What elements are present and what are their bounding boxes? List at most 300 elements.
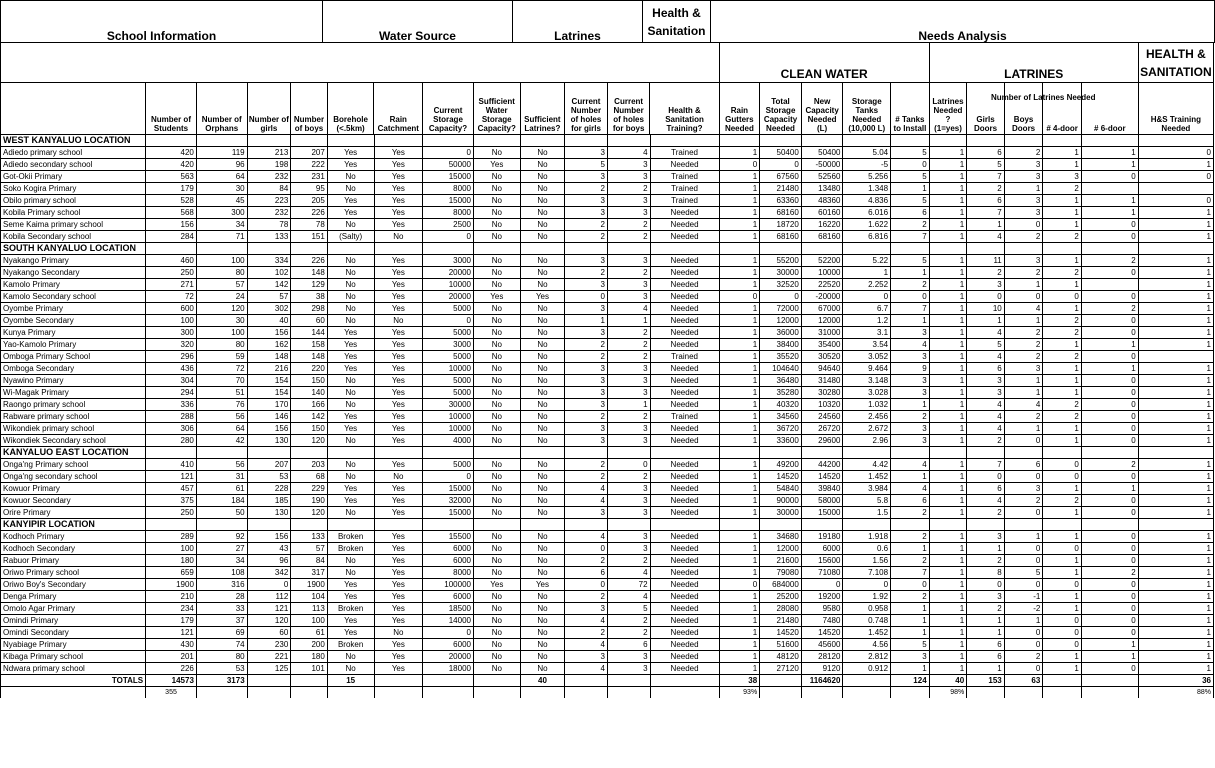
table-cell: 221 (247, 651, 291, 663)
table-cell: 1 (1138, 339, 1213, 351)
location-header-cell (929, 243, 967, 255)
table-cell: 1 (1004, 531, 1043, 543)
table-cell: 0 (1004, 543, 1043, 555)
table-cell: 32520 (760, 279, 802, 291)
table-cell: 1 (929, 255, 967, 267)
table-cell: 1 (929, 339, 967, 351)
table-cell: 2 (1043, 315, 1082, 327)
table-cell: No (520, 219, 565, 231)
table-cell: 3 (607, 543, 650, 555)
table-cell: 31 (196, 471, 247, 483)
table-cell: Needed (650, 507, 719, 519)
table-cell: Yes (374, 159, 423, 171)
table-cell: No (473, 147, 520, 159)
table-cell: 3 (565, 171, 608, 183)
location-header-cell (650, 519, 719, 531)
table-cell: 120 (291, 435, 328, 447)
table-cell: 2500 (423, 219, 474, 231)
location-header-cell (291, 519, 328, 531)
table-cell: 76 (196, 399, 247, 411)
school-name-cell: Kibaga Primary school (1, 651, 146, 663)
table-cell: 119 (196, 147, 247, 159)
table-cell: 1 (891, 267, 930, 279)
table-cell: 0 (1138, 171, 1213, 183)
totals-cell: 38 (719, 675, 760, 687)
table-cell: No (473, 327, 520, 339)
table-cell: No (327, 315, 374, 327)
table-cell: 1 (719, 255, 760, 267)
totals-cell (374, 675, 423, 687)
table-cell: 0 (1043, 579, 1082, 591)
table-cell: 1 (1043, 363, 1082, 375)
table-cell: No (520, 483, 565, 495)
table-cell: No (473, 339, 520, 351)
table-cell: 48120 (760, 651, 802, 663)
table-cell: 52560 (801, 171, 843, 183)
school-name-cell: Oriwo Boy's Secondary (1, 579, 146, 591)
table-cell: Needed (650, 471, 719, 483)
table-cell: 1 (1081, 639, 1138, 651)
table-row (1, 627, 1214, 639)
table-cell: No (473, 315, 520, 327)
table-cell: Needed (650, 615, 719, 627)
table-cell: 0 (423, 231, 474, 243)
column-header-label: Latrines Needed ? (1=yes) (932, 97, 964, 133)
column-header-label: Number of girls (248, 115, 289, 133)
table-cell: Needed (650, 207, 719, 219)
table-cell: 320 (146, 339, 197, 351)
table-cell: 36480 (760, 375, 802, 387)
table-cell: 1 (719, 651, 760, 663)
table-cell: 1 (1004, 375, 1043, 387)
table-row (1, 579, 1214, 591)
column-header (843, 83, 891, 135)
totals-cell: 15 (327, 675, 374, 687)
table-cell: 112 (247, 591, 291, 603)
column-header (291, 83, 328, 135)
table-cell: 207 (291, 147, 328, 159)
table-row (1, 171, 1214, 183)
table-cell: 1 (929, 591, 967, 603)
table-cell: 10320 (801, 399, 843, 411)
table-cell: Needed (650, 483, 719, 495)
table-cell: 170 (247, 399, 291, 411)
table-cell: No (327, 219, 374, 231)
table-cell (1081, 183, 1138, 195)
table-cell: 1 (1138, 411, 1213, 423)
table-cell: 5 (967, 339, 1005, 351)
table-row (1, 411, 1214, 423)
table-row (1, 231, 1214, 243)
table-cell: No (327, 267, 374, 279)
table-cell: 0 (1081, 615, 1138, 627)
table-cell: 1 (1138, 255, 1213, 267)
table-cell: 21600 (760, 555, 802, 567)
column-header (565, 83, 608, 135)
table-cell: 8000 (423, 207, 474, 219)
table-cell: 3 (607, 207, 650, 219)
table-cell: 3.148 (843, 375, 891, 387)
location-header-cell (1004, 519, 1043, 531)
table-cell: 1 (607, 399, 650, 411)
column-header (196, 83, 247, 135)
table-cell: Yes (374, 339, 423, 351)
totals-cell: 63 (1004, 675, 1043, 687)
table-cell: 57 (196, 279, 247, 291)
table-cell: 166 (291, 399, 328, 411)
table-cell: No (473, 567, 520, 579)
table-cell: 50400 (801, 147, 843, 159)
table-cell: 3000 (423, 339, 474, 351)
table-cell: 1900 (291, 579, 328, 591)
table-cell: 6 (967, 195, 1005, 207)
table-cell: 5 (891, 171, 930, 183)
table-cell: 1 (929, 411, 967, 423)
totals-cell: 14573 (146, 675, 197, 687)
table-cell: 148 (247, 351, 291, 363)
table-cell: 2 (967, 267, 1005, 279)
table-cell: 45600 (801, 639, 843, 651)
table-cell: 2 (607, 231, 650, 243)
location-header-cell (1138, 519, 1213, 531)
table-cell: 1 (1043, 663, 1082, 675)
table-cell: 316 (196, 579, 247, 591)
table-cell: 49200 (760, 459, 802, 471)
table-cell: No (327, 183, 374, 195)
table-cell: Yes (473, 579, 520, 591)
table-row (1, 255, 1214, 267)
table-cell: 342 (247, 567, 291, 579)
table-cell: 53 (196, 663, 247, 675)
table-cell: 3 (967, 387, 1005, 399)
table-cell: 306 (146, 423, 197, 435)
table-cell: 457 (146, 483, 197, 495)
table-cell: 144 (291, 327, 328, 339)
location-header-cell (1043, 243, 1082, 255)
table-cell: 0 (1081, 423, 1138, 435)
table-cell: 0 (891, 579, 930, 591)
totals-cell: 124 (891, 675, 930, 687)
location-header-cell (929, 135, 967, 147)
table-cell: 3 (891, 651, 930, 663)
table-cell: 48360 (801, 195, 843, 207)
table-cell: 158 (291, 339, 328, 351)
table-cell: No (520, 399, 565, 411)
table-cell: Yes (327, 363, 374, 375)
table-cell: 1 (719, 375, 760, 387)
table-cell: 0 (719, 159, 760, 171)
table-cell: Trained (650, 351, 719, 363)
table-row (1, 339, 1214, 351)
table-cell: 2.96 (843, 435, 891, 447)
table-cell: 121 (146, 627, 197, 639)
table-cell: Needed (650, 663, 719, 675)
percent-cell (196, 687, 247, 699)
table-cell: 3 (565, 423, 608, 435)
table-cell: Yes (327, 615, 374, 627)
table-cell: 1 (929, 531, 967, 543)
table-cell: 74 (196, 639, 247, 651)
table-cell: 6.816 (843, 231, 891, 243)
table-cell: Trained (650, 171, 719, 183)
table-cell: No (473, 279, 520, 291)
table-cell: 3 (891, 327, 930, 339)
table-cell: 4 (967, 399, 1005, 411)
table-cell: 3 (565, 207, 608, 219)
table-cell: 0 (1081, 531, 1138, 543)
table-cell: 1 (1138, 315, 1213, 327)
table-cell: No (473, 399, 520, 411)
table-cell: No (520, 411, 565, 423)
totals-cell (247, 675, 291, 687)
table-cell: 60160 (801, 207, 843, 219)
location-header-cell (843, 243, 891, 255)
location-header-cell (801, 243, 843, 255)
table-cell: 0 (1081, 375, 1138, 387)
location-header-cell (196, 135, 247, 147)
table-cell: 72000 (760, 303, 802, 315)
table-cell: 1 (1138, 579, 1213, 591)
table-cell: 2 (565, 591, 608, 603)
location-header-cell (520, 135, 565, 147)
table-cell: 24 (196, 291, 247, 303)
column-header-row (1, 83, 1214, 135)
column-header-blank (1, 83, 146, 135)
totals-cell (565, 675, 608, 687)
table-cell: 40 (247, 315, 291, 327)
table-cell: 201 (146, 651, 197, 663)
table-cell: No (520, 603, 565, 615)
table-cell: 1 (719, 171, 760, 183)
table-cell: 18720 (760, 219, 802, 231)
table-cell: Yes (374, 507, 423, 519)
table-cell: No (473, 531, 520, 543)
location-name: KANYIPIR LOCATION (1, 519, 146, 531)
table-cell: 1 (719, 471, 760, 483)
table-cell: Yes (374, 399, 423, 411)
table-cell: No (520, 531, 565, 543)
table-cell: 3.984 (843, 483, 891, 495)
table-cell: 146 (247, 411, 291, 423)
table-cell: 1.5 (843, 507, 891, 519)
table-cell: 68160 (760, 231, 802, 243)
table-cell: No (520, 351, 565, 363)
table-cell: 120 (196, 303, 247, 315)
table-cell: Yes (374, 291, 423, 303)
table-cell: 1 (929, 651, 967, 663)
table-cell: 3 (1004, 363, 1043, 375)
location-header-cell (967, 447, 1005, 459)
table-cell: 228 (247, 483, 291, 495)
school-name-cell: Wi-Magak Primary (1, 387, 146, 399)
table-row (1, 459, 1214, 471)
percent-cell (327, 687, 374, 699)
table-cell: 3 (607, 279, 650, 291)
table-cell: 0 (1081, 351, 1138, 363)
table-cell: 200 (291, 639, 328, 651)
table-cell: 1 (719, 219, 760, 231)
table-cell: 1 (1138, 615, 1213, 627)
table-cell: 1 (719, 147, 760, 159)
table-cell: 1 (1004, 423, 1043, 435)
table-cell: 1 (1138, 399, 1213, 411)
table-cell: 2 (607, 267, 650, 279)
table-cell: No (520, 375, 565, 387)
table-cell: 22520 (801, 279, 843, 291)
table-cell: 15600 (801, 555, 843, 567)
table-cell: 1 (929, 627, 967, 639)
percent-cell (473, 687, 520, 699)
table-cell: 1 (929, 459, 967, 471)
location-header-cell (247, 447, 291, 459)
table-cell: 1 (719, 663, 760, 675)
location-header-cell (967, 135, 1005, 147)
table-row (1, 615, 1214, 627)
school-name-cell: Kamolo Secondary school (1, 291, 146, 303)
table-cell: 0 (1004, 471, 1043, 483)
table-cell: 4 (565, 639, 608, 651)
table-cell: 1 (565, 315, 608, 327)
table-cell: 35400 (801, 339, 843, 351)
table-cell: 72 (196, 363, 247, 375)
table-cell: 1.032 (843, 399, 891, 411)
data-table (0, 134, 1214, 698)
table-cell: No (520, 183, 565, 195)
table-cell: 125 (247, 663, 291, 675)
table-cell: 50000 (423, 159, 474, 171)
table-cell: 1 (929, 615, 967, 627)
location-header-cell (719, 135, 760, 147)
table-cell: 5.04 (843, 147, 891, 159)
table-cell: 1 (929, 603, 967, 615)
table-cell: 6 (607, 639, 650, 651)
school-name-cell: Kowuor Primary (1, 483, 146, 495)
table-cell: 4 (891, 483, 930, 495)
table-cell: 40320 (760, 399, 802, 411)
table-cell: 130 (247, 507, 291, 519)
location-header-cell (719, 243, 760, 255)
table-cell: 10000 (423, 423, 474, 435)
table-cell: 5.22 (843, 255, 891, 267)
table-cell: 2 (607, 627, 650, 639)
table-cell: 1 (929, 219, 967, 231)
table-cell: 2 (565, 627, 608, 639)
subgroup-clean-water: CLEAN WATER (719, 43, 929, 83)
table-cell: 5 (1004, 567, 1043, 579)
school-name-cell: Yao-Kamolo Primary (1, 339, 146, 351)
table-cell: 1 (929, 147, 967, 159)
column-header-label: # Tanks to Install (893, 115, 927, 133)
table-cell: 61 (291, 627, 328, 639)
table-cell: No (473, 231, 520, 243)
table-cell: 2 (967, 555, 1005, 567)
table-row (1, 159, 1214, 171)
table-cell: 1.452 (843, 627, 891, 639)
column-header-label: Health & Sanitation Training? (665, 106, 704, 133)
table-cell: 6.7 (843, 303, 891, 315)
table-cell: No (374, 627, 423, 639)
table-cell: 0 (1004, 291, 1043, 303)
table-cell: 2 (565, 459, 608, 471)
table-cell: 121 (146, 471, 197, 483)
table-cell (1138, 351, 1213, 363)
table-cell: 34680 (760, 531, 802, 543)
table-cell: 1 (719, 531, 760, 543)
table-cell: 1 (1043, 591, 1082, 603)
table-cell: 294 (146, 387, 197, 399)
table-cell: 271 (146, 279, 197, 291)
table-cell: 0 (1043, 471, 1082, 483)
table-cell: 129 (291, 279, 328, 291)
table-cell: 68160 (801, 231, 843, 243)
school-name-cell: Obilo primary school (1, 195, 146, 207)
table-cell: No (327, 507, 374, 519)
table-cell: Yes (327, 411, 374, 423)
percent-cell (843, 687, 891, 699)
table-cell: 1 (891, 471, 930, 483)
table-cell: 4 (967, 411, 1005, 423)
table-cell: No (327, 459, 374, 471)
table-cell: Yes (374, 483, 423, 495)
school-name-cell: Kobila Secondary school (1, 231, 146, 243)
table-cell: Yes (327, 579, 374, 591)
table-cell: 1 (1138, 555, 1213, 567)
table-cell: 68160 (760, 207, 802, 219)
table-cell: 2 (1004, 651, 1043, 663)
table-cell: Yes (374, 267, 423, 279)
location-header-cell (146, 447, 197, 459)
table-cell: 1 (719, 327, 760, 339)
table-cell: 36000 (760, 327, 802, 339)
table-cell: 34 (196, 219, 247, 231)
table-cell: 0 (1081, 663, 1138, 675)
table-cell: 1.918 (843, 531, 891, 543)
table-cell: 2 (891, 507, 930, 519)
location-header-cell (196, 447, 247, 459)
table-cell: 1 (929, 171, 967, 183)
location-header-cell (327, 447, 374, 459)
location-header-row (1, 135, 1214, 147)
table-cell: No (520, 555, 565, 567)
table-cell: 102 (247, 267, 291, 279)
location-header-cell (146, 243, 197, 255)
table-cell: 289 (146, 531, 197, 543)
column-header (760, 83, 802, 135)
table-cell: 0 (1004, 663, 1043, 675)
column-header-label: Current Storage Capacity? (428, 106, 468, 133)
table-cell: 2.672 (843, 423, 891, 435)
table-cell: 0 (1081, 495, 1138, 507)
table-cell: No (374, 315, 423, 327)
table-cell: 2 (565, 411, 608, 423)
table-cell: 0 (423, 315, 474, 327)
table-cell: 1 (1043, 375, 1082, 387)
totals-row (1, 675, 1214, 687)
table-row (1, 567, 1214, 579)
table-cell: 3 (1043, 171, 1082, 183)
table-cell: -1 (1004, 591, 1043, 603)
table-cell: 6 (967, 639, 1005, 651)
table-cell: 1 (1138, 231, 1213, 243)
percent-cell (801, 687, 843, 699)
table-cell: 4 (967, 423, 1005, 435)
table-cell: No (473, 183, 520, 195)
table-cell: 0 (1081, 435, 1138, 447)
table-cell: 80 (196, 339, 247, 351)
column-header-label: Current Number of holes for boys (612, 97, 645, 133)
table-cell: Yes (374, 147, 423, 159)
table-cell: Yes (374, 303, 423, 315)
